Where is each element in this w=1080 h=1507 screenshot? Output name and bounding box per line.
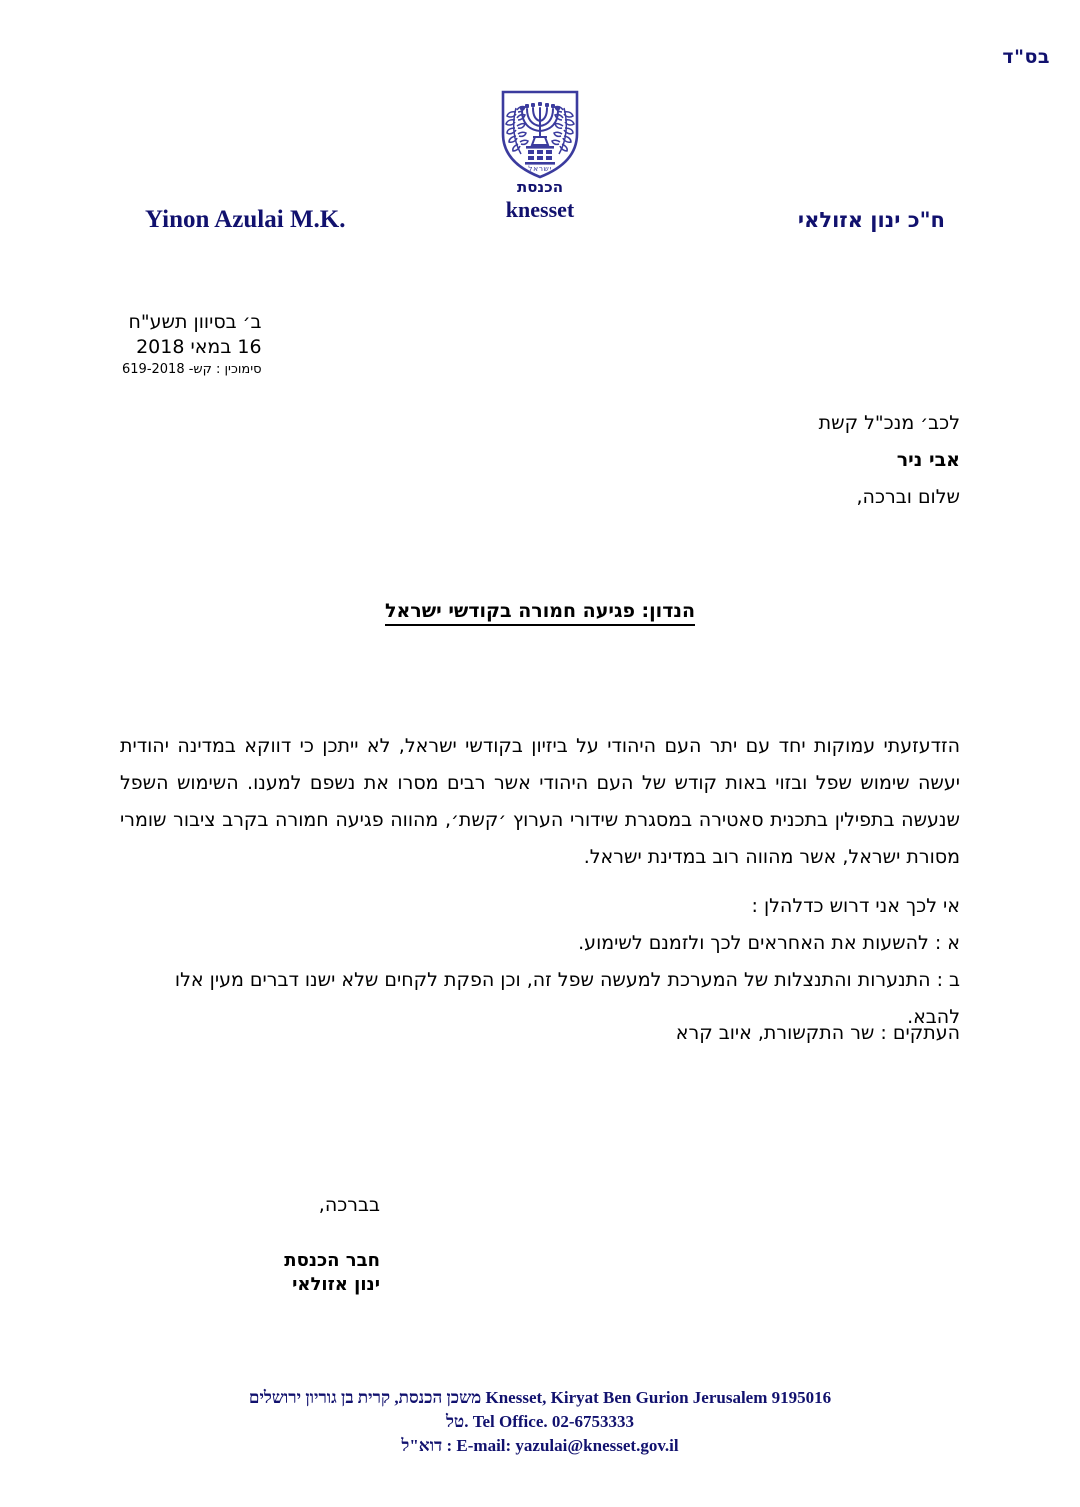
emblem-caption-english: knesset — [505, 197, 575, 223]
gregorian-date: 16 במאי 2018 — [136, 336, 262, 359]
subject-text: הנדון: פגיעה חמורה בקודשי ישראל — [385, 600, 695, 626]
reference-number: סימוכין : קש- 619-2018 — [122, 362, 262, 378]
demand-item: א : להשעות את האחראים לכך ולזמנם לשימוע. — [578, 932, 960, 955]
signature-name: ינון אזולאי — [292, 1273, 380, 1295]
addressee-name: אבי ניר — [896, 449, 960, 472]
member-name-english: Yinon Azulai M.K. — [145, 206, 346, 233]
hebrew-date: ב׳ בסיוון תשע"ח — [128, 311, 262, 333]
signature-block — [284, 1192, 380, 1297]
body-paragraph — [120, 728, 960, 876]
copies-line: העתקים : שר התקשורת, איוב קרא — [675, 1022, 960, 1044]
demands-intro: אי לכך אני דרוש כדלהלן : — [751, 895, 960, 917]
date-block — [122, 310, 262, 379]
member-name-hebrew: ח"כ ינון אזולאי — [797, 208, 945, 232]
body-line: יעשה שימוש שפל ובזוי באות קודש של העם היהודי אשר רבים מסרו את נשפם למענו. השימוש השפל — [120, 772, 960, 795]
footer-email: E-mail: yazulai@knesset.gov.il : דוא"ל — [401, 1436, 679, 1456]
body-line: שנעשה בתפילין בתכנית סאטירה במסגרת שידורי הערוץ ׳קשת׳, מהווה פגיעה חמורה בקרב ציבור שומרי — [120, 809, 960, 832]
footer-phone: Tel Office. 02-6753333 .טל — [445, 1412, 635, 1432]
knesset-menorah-emblem-icon — [497, 88, 583, 180]
emblem-block — [492, 88, 588, 223]
signature-greeting: בברכה, — [318, 1194, 380, 1216]
body-line: הזדעזעתי עמוקות יחד עם יתר העם היהודי על ביזיון בקודשי ישראל, לא ייתכן כי דווקא במדינה יהודית — [120, 735, 960, 757]
bsd-marking: בס"ד — [1002, 46, 1050, 68]
demand-item: ב : התנערות והתנצלות של המערכת למעשה שפל זה, וכן הפקת לקחים שלא ישנו דברים מעין אלו להבא. — [174, 969, 960, 1029]
demands-block — [120, 888, 960, 1036]
body-line: מסורת ישראל, אשר מהווה רוב במדינת ישראל. — [583, 846, 960, 869]
footer-block — [0, 1386, 1080, 1458]
addressee-title: לכב׳ מנכ"ל קשת — [818, 412, 960, 434]
emblem-caption-hebrew: הכנסת — [516, 178, 564, 196]
footer-address: Knesset, Kiryat Ben Gurion Jerusalem 9195016 משכן הכנסת, קרית בן גוריון ירושלים — [248, 1388, 832, 1407]
letterhead — [0, 88, 1080, 253]
signature-title: חבר הכנסת — [284, 1249, 380, 1271]
subject-line — [0, 600, 1080, 622]
addressee-greeting: שלום וברכה, — [856, 486, 960, 509]
addressee-block — [819, 405, 960, 516]
svg-text:ישראל: ישראל — [528, 164, 552, 173]
